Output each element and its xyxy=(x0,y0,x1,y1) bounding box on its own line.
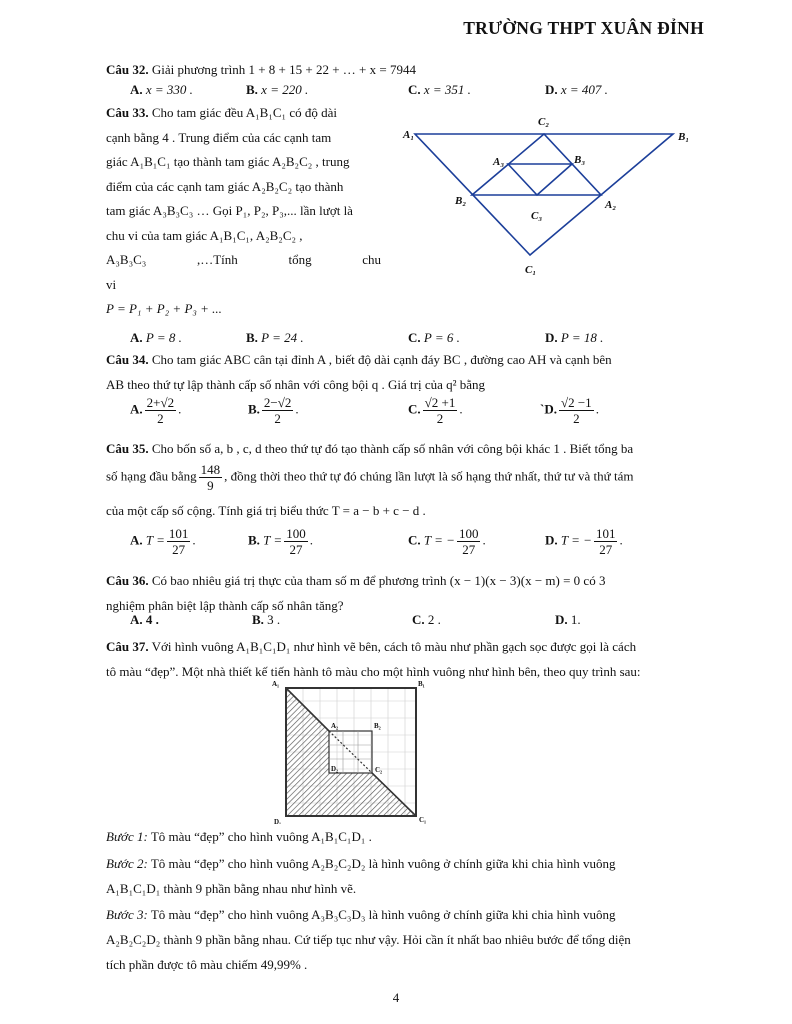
label-d1: D₁ xyxy=(274,818,282,824)
question-35-line-2: số hạng đầu bằng $\frac{148}{9}$ , đồng thời theo thứ tự đó chúng lần lượt là số hạng thứ nhất, thứ tư và thứ tám xyxy=(106,462,634,493)
option-d: D. T = − $\frac{101}{27}$ . xyxy=(545,526,623,557)
label-b1: B₁ xyxy=(678,131,690,143)
option-c: C. 2 . xyxy=(412,612,441,627)
option-a: A. P = 8 . xyxy=(130,330,182,345)
option-a: A. x = 330 . xyxy=(130,82,193,97)
question-label: Câu 35. xyxy=(106,441,149,456)
label-a2: A₂ xyxy=(331,722,339,730)
option-a: A. T = $\frac{101}{27}$ . xyxy=(130,526,196,557)
option-c: C. x = 351 . xyxy=(408,82,471,97)
question-35 xyxy=(106,441,706,457)
question-34 xyxy=(106,347,706,397)
question-label: Câu 33. xyxy=(106,105,149,120)
question-line: cạnh bằng 4 . Trung điểm của các cạnh tam xyxy=(106,129,332,145)
option-d: D. 1. xyxy=(555,612,581,627)
question-line: tam giác A₃B₃C₃ … Gọi P₁, P₂, P₃,... lần lượt là xyxy=(106,203,353,218)
page-number: 4 xyxy=(392,990,400,1005)
option-c: C. $\frac{√2 +1}{2}$ . xyxy=(408,395,463,426)
question-36 xyxy=(106,568,706,618)
option-c: C. P = 6 . xyxy=(408,330,460,345)
step-label: Bước 2: xyxy=(106,856,148,871)
label-d2: D₂ xyxy=(331,765,339,773)
option-d: D. x = 407 . xyxy=(545,82,608,97)
step-1: Bước 1: Tô màu “đẹp” cho hình vuông A₁B₁C₁D₁ . xyxy=(106,829,372,844)
label-c2: C₂ xyxy=(375,766,383,774)
question-line: Cho bốn số a, b , c, d theo thứ tự đó tạo thành cấp số nhân với công bội khác 1 . Biết tổng ba xyxy=(151,441,634,456)
option-a: A. $\frac{2+√2}{2}$ . xyxy=(130,395,182,426)
label-b2: B₂ xyxy=(455,195,467,207)
question-label: Câu 32. xyxy=(106,62,149,77)
question-line: Cho tam giác ABC cân tại đỉnh A , biết độ dài cạnh đáy BC , đường cao AH và cạnh bên xyxy=(151,352,612,367)
question-text: Giải phương trình 1 + 8 + 15 + 22 + … + x = 7944 xyxy=(151,62,416,77)
question-label: Câu 37. xyxy=(106,639,149,654)
question-line: giác A₁B₁C₁ tạo thành tam giác A₂B₂C₂ , trung xyxy=(106,154,350,169)
question-label: Câu 36. xyxy=(106,573,149,588)
label-c1: C₁ xyxy=(525,264,537,276)
label-c2: C₂ xyxy=(538,116,550,128)
question-line: tô màu “đẹp”. Một nhà thiết kế tiến hành tô màu cho một hình vuông như hình bên, theo quy trình sau: xyxy=(106,664,641,679)
question-line: A₃B₃C₃ ,…Tính tổng chu vi xyxy=(106,252,381,292)
label-b1: B₁ xyxy=(418,680,425,688)
triangle-a3b3c3 xyxy=(508,164,572,195)
question-line: nghiệm phân biệt lập thành cấp số nhân tăng? xyxy=(106,598,344,613)
label-c3: C₃ xyxy=(531,210,543,222)
label-a3: A₃ xyxy=(493,156,505,168)
option-a: A. 4 . xyxy=(130,612,159,627)
question-line: Cho tam giác đều A₁B₁C₁ có độ dài xyxy=(151,105,337,120)
question-line: điểm của các cạnh tam giác A₂B₂C₂ tạo thành xyxy=(106,178,344,194)
question-line: Có bao nhiêu giá trị thực của tham số m để phương trình (x − 1)(x − 3)(x − m) = 0 có 3 xyxy=(151,573,606,588)
option-b: B. T = $\frac{100}{27}$ . xyxy=(248,526,313,557)
question-line: P = P₁ + P₂ + P₃ + ... xyxy=(106,301,222,316)
option-b: B. 3 . xyxy=(252,612,281,627)
question-line: chu vi của tam giác A₁B₁C₁, A₂B₂C₂ , xyxy=(106,227,303,243)
step-label: Bước 3: xyxy=(106,907,148,922)
label-c1: C₁ xyxy=(419,816,427,824)
question-35-line-3: của một cấp số cộng. Tính giá trị biểu thức T = a − b + c − d . xyxy=(106,503,426,518)
question-label: Câu 34. xyxy=(106,352,149,367)
step-label: Bước 1: xyxy=(106,829,148,844)
step-3: Bước 3: Tô màu “đẹp” cho hình vuông A₃B₃C₃D₃ là hình vuông ở chính giữa khi chia hình vuông A₂B₂C₂D₂ thành 9 phần bằng nhau. Cứ tiếp tục như vậy. Hỏi cần ít nhất bao nhiêu bước để tổng diện tích phần được tô màu chiếm 49,99% . xyxy=(106,907,631,972)
option-b: B. P = 24 . xyxy=(246,330,304,345)
option-d: `D. $\frac{√2 -1}{2}$ . xyxy=(540,395,599,426)
school-header: TRƯỜNG THPT XUÂN ĐỈNH xyxy=(463,18,704,38)
question-33 xyxy=(106,101,381,322)
label-a1: A₁ xyxy=(403,129,415,141)
step-2: Bước 2: Tô màu “đẹp” cho hình vuông A₂B₂C₂D₂ là hình vuông ở chính giữa khi chia hình vuông A₁B₁C₁D₁ thành 9 phần bằng nhau như hình vẽ. xyxy=(106,856,616,896)
label-b3: B₃ xyxy=(574,154,586,166)
hatched-bottom-region xyxy=(286,773,416,816)
option-c: C. T = − $\frac{100}{27}$ . xyxy=(408,526,486,557)
option-b: B. $\frac{2-√2}{2}$ . xyxy=(248,395,299,426)
question-32 xyxy=(106,62,706,78)
label-a2: A₂ xyxy=(605,199,617,211)
label-b2: B₂ xyxy=(374,722,381,730)
question-line: AB theo thứ tự lập thành cấp số nhân với công bội q . Giá trị của q² bằng xyxy=(106,377,486,392)
question-line: Với hình vuông A₁B₁C₁D₁ như hình vẽ bên, cách tô màu như phần gạch sọc được gọi là cách xyxy=(151,639,637,654)
hatched-square-figure xyxy=(268,676,438,824)
option-d: D. P = 18 . xyxy=(545,330,604,345)
option-b: B. x = 220 . xyxy=(246,82,309,97)
label-a1: A₁ xyxy=(272,680,280,688)
nested-triangles-figure xyxy=(395,105,715,290)
